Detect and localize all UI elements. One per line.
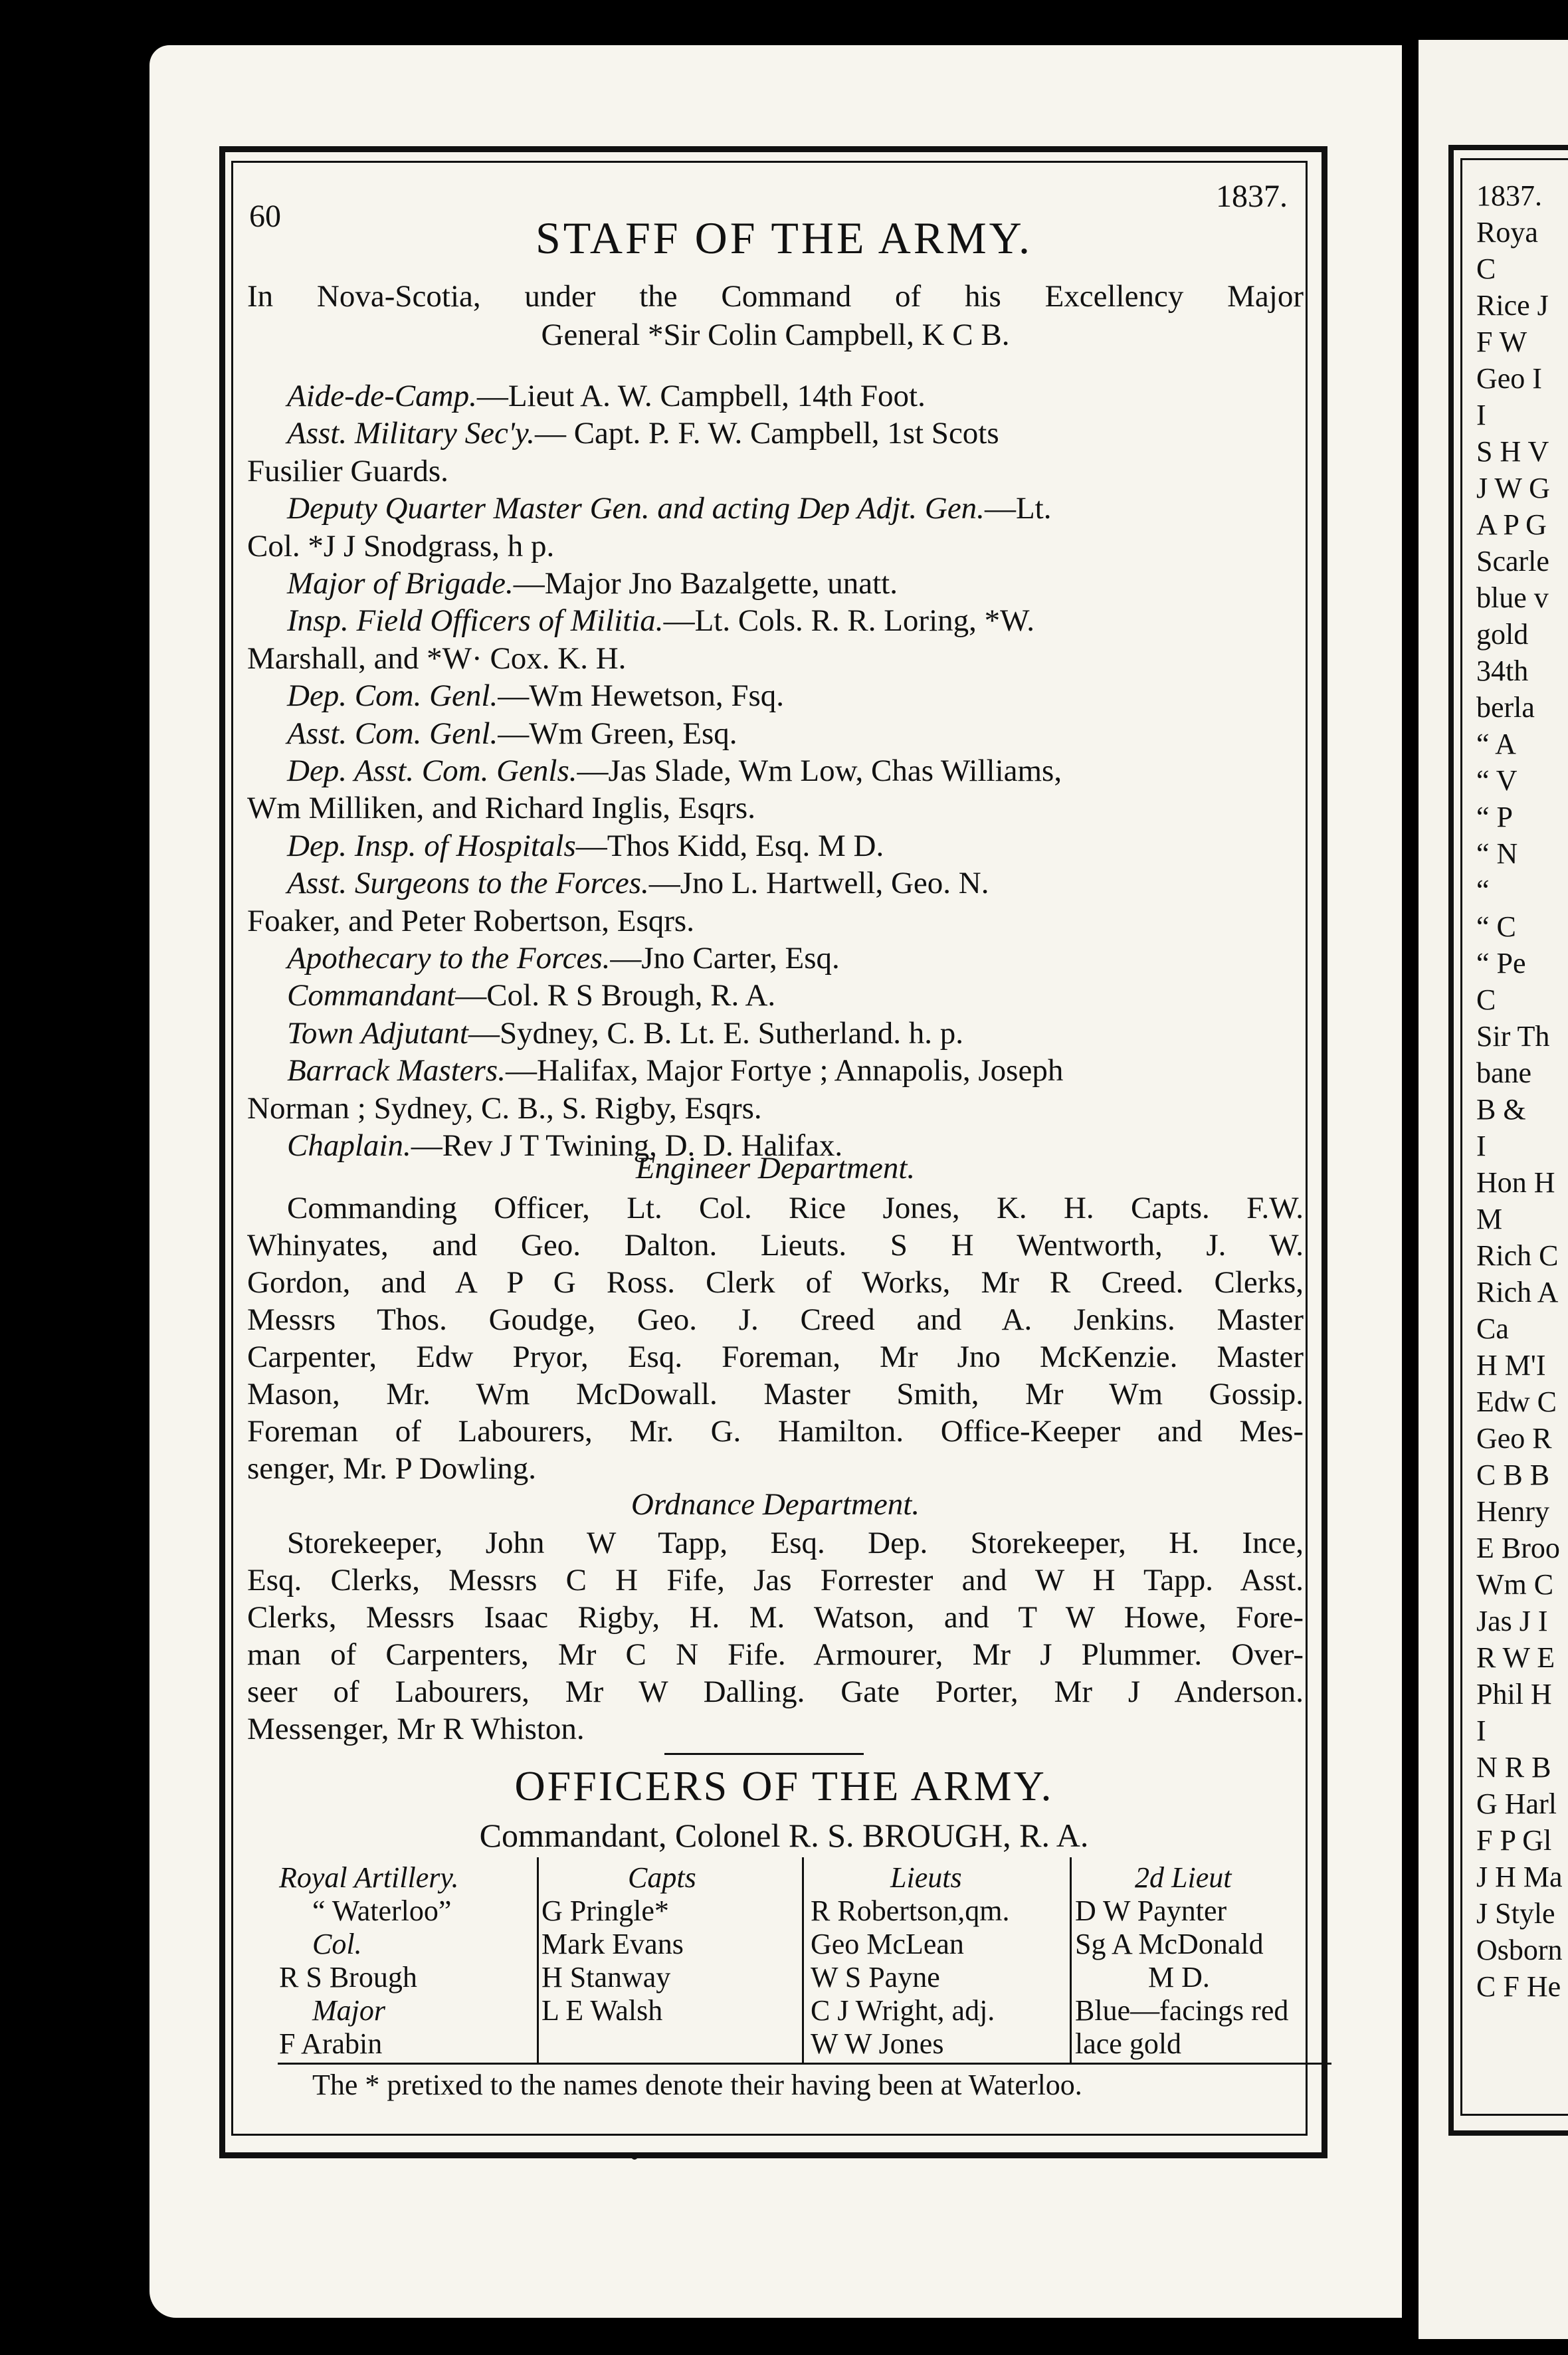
column-divider [802, 1857, 804, 2063]
staff-title: Town Adjutant [287, 1015, 468, 1051]
right-page-fragment: Wm C [1476, 1568, 1554, 1601]
engineer-line: Mason, Mr. Wm McDowall. Master Smith, Mr Wm Gossip. [247, 1377, 1304, 1411]
page-year: 1837. [1216, 179, 1288, 214]
column-divider [537, 1857, 539, 2063]
staff-holder: —Sydney, C. B. Lt. E. Sutherland. h. p. [468, 1015, 963, 1051]
staff-entry [287, 715, 737, 752]
right-page-fragment: Osborn [1476, 1934, 1563, 1966]
staff-entry [287, 865, 989, 902]
right-page-fragment: Phil H [1476, 1678, 1552, 1710]
staff-entry [287, 377, 926, 415]
right-page-fragment: Geo R [1476, 1422, 1552, 1455]
section-title: STAFF OF THE ARMY. [535, 213, 1033, 263]
staff-holder: —Wm Green, Esq. [498, 716, 737, 751]
right-page-fragment: 34th [1476, 655, 1529, 687]
ordnance-heading: Ordnance Department. [631, 1487, 920, 1522]
right-page-fragment: Roya [1476, 216, 1538, 249]
officers-commandant: Commandant, Colonel R. S. BROUGH, R. A. [479, 1817, 1089, 1854]
officer-cell: M D. [1148, 1961, 1210, 1994]
right-page-fragment: “ P [1476, 801, 1513, 833]
engineer-line: Whinyates, and Geo. Dalton. Lieuts. S H Wentworth, J. W. [247, 1228, 1304, 1263]
staff-title: Commandant [287, 978, 456, 1013]
officer-cell: R S Brough [279, 1961, 417, 1994]
ordnance-line: man of Carpenters, Mr C N Fife. Armourer, Mr J Plummer. Over- [247, 1637, 1304, 1672]
staff-title: Asst. Surgeons to the Forces. [287, 866, 649, 901]
officer-cell: Sg A McDonald [1075, 1928, 1264, 1960]
right-page-fragment: “ Pe [1476, 947, 1526, 979]
officer-cell: L E Walsh [541, 1994, 663, 2027]
staff-title: Chaplain. [287, 1128, 411, 1163]
engineer-line: Commanding Officer, Lt. Col. Rice Jones, K. H. Capts. F.W. [287, 1191, 1304, 1225]
right-page-fragment: C B B [1476, 1459, 1550, 1491]
right-page-fragment: H M'I [1476, 1349, 1546, 1382]
officer-cell: Major [312, 1994, 385, 2027]
staff-title: Major of Brigade. [287, 566, 514, 601]
staff-entry [247, 1090, 762, 1127]
right-page-fragment: “ A [1476, 728, 1516, 760]
right-page-fragment: 1837. [1476, 179, 1542, 212]
right-page-fragment: J W G [1476, 472, 1550, 504]
engineer-line: senger, Mr. P Dowling. [247, 1451, 537, 1486]
right-page-fragment: blue v [1476, 581, 1549, 614]
right-page-fragment: G Harl [1476, 1788, 1557, 1820]
right-page-fragment: “ [1476, 874, 1490, 906]
right-page-fragment: N R B [1476, 1751, 1551, 1784]
staff-entry [287, 565, 898, 602]
right-page-fragment: Jas J I [1476, 1605, 1548, 1637]
staff-entry [287, 752, 1062, 789]
staff-entry [287, 490, 1051, 527]
officer-cell: Capts [628, 1861, 696, 1894]
right-page-fragment: Ca [1476, 1312, 1509, 1345]
staff-holder: —Thos Kidd, Esq. M D. [575, 828, 884, 863]
right-page-fragment: Edw C [1476, 1385, 1557, 1418]
officer-cell: Blue—facings red [1075, 1994, 1289, 2027]
staff-holder: —Halifax, Major Fortye ; Annapolis, Joseph [505, 1053, 1064, 1088]
staff-title: Dep. Insp. of Hospitals [287, 828, 576, 863]
right-page-fragment: I [1476, 1130, 1486, 1162]
engineer-line: Messrs Thos. Goudge, Geo. J. Creed and A. Jenkins. Master [247, 1302, 1304, 1337]
staff-title: Aide-de-Camp. [287, 379, 477, 413]
right-page-fragment: J Style [1476, 1897, 1555, 1930]
ordnance-line: Clerks, Messrs Isaac Rigby, H. M. Watson, and T W Howe, Fore- [247, 1600, 1304, 1635]
right-page-fragment: S H V [1476, 435, 1549, 468]
officer-cell: F Arabin [279, 2027, 383, 2060]
right-page-fragment: “ V [1476, 764, 1518, 797]
officer-cell: Royal Artillery. [279, 1861, 459, 1894]
right-page-fragment: F P Gl [1476, 1824, 1552, 1857]
staff-title: Insp. Field Officers of Militia. [287, 603, 664, 639]
table-bottom-rule [278, 2063, 1331, 2065]
right-page-fragment: F W [1476, 326, 1527, 358]
staff-holder: Norman ; Sydney, C. B., S. Rigby, Esqrs. [247, 1090, 762, 1126]
staff-holder: —Jno Carter, Esq. [610, 941, 840, 975]
staff-holder: —Lieut A. W. Campbell, 14th Foot. [476, 379, 926, 413]
right-page-fragment: gold [1476, 618, 1529, 651]
right-page-fragment: Sir Th [1476, 1020, 1550, 1053]
engineer-line: Carpenter, Edw Pryor, Esq. Foreman, Mr Jno McKenzie. Master [247, 1340, 1304, 1374]
right-page-fragment: Henry [1476, 1495, 1549, 1528]
staff-entry [247, 453, 448, 490]
staff-holder: Foaker, and Peter Robertson, Esqrs. [247, 903, 694, 938]
divider [664, 1753, 864, 1755]
right-page-fragment: berla [1476, 691, 1535, 724]
officer-cell: lace gold [1075, 2027, 1182, 2060]
staff-holder: —Rev J T Twining, D. D. Halifax. [411, 1128, 843, 1163]
staff-holder: Col. *J J Snodgrass, h p. [247, 528, 555, 563]
officer-cell: D W Paynter [1075, 1894, 1227, 1927]
page-mark [631, 2153, 638, 2160]
right-page-fragment: C [1476, 253, 1496, 285]
right-page-fragment: “ N [1476, 837, 1518, 870]
officer-cell: Geo McLean [811, 1928, 964, 1960]
right-page-fragment: Hon H [1476, 1166, 1555, 1199]
staff-title: Dep. Com. Genl. [287, 678, 498, 714]
page-number: 60 [249, 199, 281, 234]
ordnance-line: Messenger, Mr R Whiston. [247, 1712, 585, 1746]
staff-entry [287, 1015, 963, 1052]
intro-line: General *Sir Colin Campbell, K C B. [541, 318, 1010, 352]
staff-holder: —Major Jno Bazalgette, unatt. [513, 566, 898, 601]
staff-holder: Marshall, and *W· Cox. K. H. [247, 641, 627, 676]
staff-holder: — Capt. P. F. W. Campbell, 1st Scots [534, 416, 999, 451]
staff-entry [287, 1052, 1063, 1089]
staff-entry [287, 677, 784, 714]
officer-cell: H Stanway [541, 1961, 671, 1994]
staff-holder: —Lt. Cols. R. R. Loring, *W. [663, 603, 1034, 639]
staff-title: Dep. Asst. Com. Genls. [287, 754, 577, 788]
engineer-heading: Engineer Department. [635, 1151, 916, 1185]
right-page-fragment: I [1476, 399, 1486, 431]
intro-line: In Nova-Scotia, under the Command of his Excellency Major [247, 279, 1304, 314]
officer-cell: R Robertson,qm. [811, 1894, 1010, 1927]
staff-entry [247, 902, 694, 940]
staff-entry [247, 640, 626, 677]
staff-holder: Wm Milliken, and Richard Inglis, Esqrs. [247, 791, 755, 826]
right-page-fragment: Rich A [1476, 1276, 1559, 1308]
right-page-fragment: Rich C [1476, 1239, 1559, 1272]
officer-cell: Mark Evans [541, 1928, 684, 1960]
staff-title: Asst. Military Sec'y. [287, 416, 535, 451]
officer-cell: Lieuts [890, 1861, 962, 1894]
staff-holder: —Lt. [984, 491, 1052, 526]
officer-cell: Col. [312, 1928, 362, 1960]
engineer-line: Gordon, and A P G Ross. Clerk of Works, Mr R Creed. Clerks, [247, 1265, 1304, 1300]
column-divider [1070, 1857, 1072, 2063]
staff-entry [287, 602, 1034, 639]
staff-holder: Fusilier Guards. [247, 453, 448, 488]
ordnance-line: Storekeeper, John W Tapp, Esq. Dep. Storekeeper, H. Ince, [287, 1526, 1304, 1560]
staff-title: Apothecary to the Forces. [287, 941, 611, 975]
staff-holder: —Wm Hewetson, Fsq. [498, 678, 785, 714]
right-page-fragment: A P G [1476, 508, 1547, 541]
ordnance-line: seer of Labourers, Mr W Dalling. Gate Porter, Mr J Anderson. [247, 1675, 1304, 1709]
staff-title: Deputy Quarter Master Gen. and acting Dep Adjt. Gen. [287, 491, 985, 526]
staff-holder: —Jno L. Hartwell, Geo. N. [648, 866, 989, 901]
staff-title: Asst. Com. Genl. [287, 716, 498, 751]
right-page-fragment: Scarle [1476, 545, 1549, 577]
right-page-fragment: bane [1476, 1057, 1532, 1089]
staff-holder: —Col. R S Brough, R. A. [455, 978, 776, 1013]
officers-title: OFFICERS OF THE ARMY. [514, 1762, 1054, 1809]
officer-cell: W S Payne [811, 1961, 940, 1994]
footnote: The * pretixed to the names denote their having been at Waterloo. [312, 2069, 1082, 2101]
right-page-fragment: “ C [1476, 910, 1516, 943]
engineer-line: Foreman of Labourers, Mr. G. Hamilton. Office-Keeper and Mes- [247, 1414, 1304, 1449]
staff-entry [247, 528, 554, 565]
staff-entry [247, 789, 755, 827]
officer-cell: G Pringle* [541, 1894, 669, 1927]
staff-holder: —Jas Slade, Wm Low, Chas Williams, [577, 754, 1062, 788]
right-page-fragment: E Broo [1476, 1532, 1560, 1564]
officer-cell: C J Wright, adj. [811, 1994, 995, 2027]
right-page-fragment: C [1476, 983, 1496, 1016]
staff-entry [287, 940, 840, 977]
right-page-fragment: Rice J [1476, 289, 1549, 322]
right-page-fragment: R W E [1476, 1641, 1555, 1674]
staff-entry [287, 415, 999, 452]
officer-cell: 2d Lieut [1135, 1861, 1232, 1894]
right-page-fragment: C F He [1476, 1970, 1561, 2003]
staff-entry [287, 977, 775, 1014]
ordnance-line: Esq. Clerks, Messrs C H Fife, Jas Forrester and W H Tapp. Asst. [247, 1563, 1304, 1597]
officer-cell: “ Waterloo” [312, 1894, 452, 1927]
right-page-fragment: Geo I [1476, 362, 1542, 395]
right-page-fragment: J H Ma [1476, 1861, 1563, 1893]
staff-title: Barrack Masters. [287, 1053, 506, 1088]
right-page-fragment: B & [1476, 1093, 1526, 1126]
staff-entry [287, 827, 884, 865]
right-page-fragment: M [1476, 1203, 1503, 1235]
right-page-fragment: I [1476, 1714, 1486, 1747]
officer-cell: W W Jones [811, 2027, 944, 2060]
